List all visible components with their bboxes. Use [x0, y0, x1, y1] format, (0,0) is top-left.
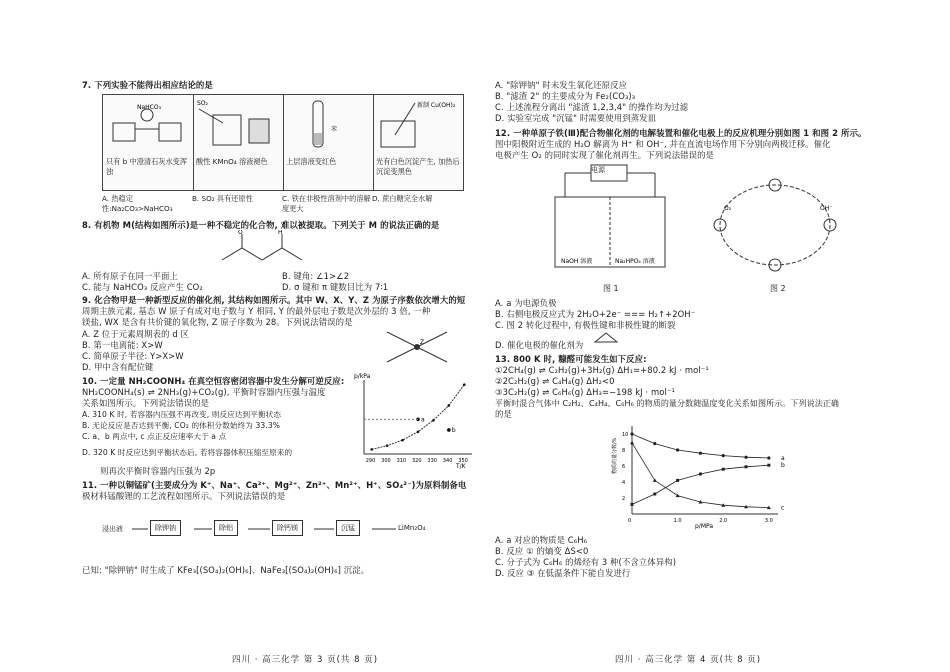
- q11-flowchart: [102, 510, 462, 552]
- q7-cell-c: [283, 95, 374, 190]
- series-point-a: [653, 442, 656, 445]
- beaker-icon: [373, 95, 463, 155]
- svg-text:Na₂HPO₄ 溶液: Na₂HPO₄ 溶液: [615, 258, 655, 265]
- series-point-b: [653, 493, 656, 496]
- q12-stem-3: 电极产生 O₂ 的同时实现了催化剂再生。下列说法错误的是: [495, 150, 715, 160]
- y-tick-label: 8: [622, 448, 626, 454]
- curve-point: [386, 444, 389, 447]
- chart1-title: p/kPa: [354, 373, 371, 380]
- q12-catalytic-cycle-icon: [690, 170, 860, 280]
- q7-a-caption: 只有 b 中澄清石灰水变浑浊: [106, 157, 188, 176]
- q10-stem-2: NH₂COONH₄(s) ⇌ 2NH₃(g)+CO₂(g), 平衡时容器内压强与温度: [82, 387, 326, 397]
- series-point-c: [630, 441, 634, 445]
- q13-reaction-1: ①2CH₄(g) ⇌ C₂H₂(g)+3H₂(g) ΔH₁=+80.2 kJ · mol⁻¹: [495, 365, 709, 375]
- svg-text:O₂: O₂: [724, 205, 732, 212]
- svg-text:新制 Cu(OH)₂: 新制 Cu(OH)₂: [417, 102, 456, 109]
- series-label-b: b: [781, 462, 785, 470]
- q7-d-caption: 光有白色沉淀产生, 加热后沉淀变黑色: [376, 157, 460, 176]
- curve-point: [370, 448, 373, 451]
- q13-reaction-3: ③3C₂H₂(g) ⇌ C₆H₆(g) ΔH₃=−198 kJ · mol⁻¹: [495, 387, 675, 397]
- x-tick-label: 2.0: [719, 518, 728, 524]
- q13-mole-fraction-chart: [610, 420, 800, 530]
- point-label-a: a: [421, 416, 425, 424]
- series-line-b: [632, 465, 769, 504]
- q7-cell-a: [103, 95, 194, 190]
- flow-step-4: 沉锰: [336, 520, 360, 536]
- q13-stem-2: 平衡时混合气体中 C₂H₂、C₄H₄、C₆H₆ 的物质的量分数随温度变化关系如图所示。下列说法正确: [495, 399, 840, 408]
- series-point-a: [630, 432, 633, 435]
- q7-c-caption: 上层溶液变红色: [286, 157, 337, 166]
- q10-option-b: B. 无论反应是否达到平衡, CO₂ 的体积分数始终为 33.3%: [82, 421, 281, 430]
- series-point-b: [767, 464, 770, 467]
- svg-text:OH⁻: OH⁻: [820, 205, 833, 212]
- y-tick-label: 4: [622, 480, 626, 486]
- footer-page-3: 四川 · 高三化学 第 3 页(共 8 页): [232, 655, 379, 665]
- q13-option-b: B. 反应 ① 的熵变 ΔS<0: [495, 546, 589, 556]
- q7-option-b: B. SO₂ 具有还原性: [192, 194, 253, 203]
- q11-option-d: D. 实验室完成 "沉锰" 时需要使用到蒸发皿: [495, 113, 657, 123]
- chart2-xlabel: p/MPa: [695, 523, 714, 530]
- q7-b-caption: 酸性 KMnO₄ 溶液褪色: [196, 157, 268, 166]
- x-tick-label: 300: [381, 458, 391, 464]
- q9-stem-3: 镁盐, WX 是含有共价键的氧化物, Z 原子序数为 28。下列说法错误的是: [82, 317, 353, 327]
- q9-structure-icon: [372, 322, 462, 372]
- svg-text:SO₂: SO₂: [197, 100, 208, 107]
- x-tick-label: 340: [442, 458, 453, 464]
- q9-option-b: B. 第一电离能: X>W: [82, 340, 163, 350]
- q11-stem-2: 极材料锰酸锂的工艺流程如图所示。下列说法错误的是: [82, 491, 286, 501]
- q10-option-a: A. 310 K 时, 若容器内压强不再改变, 则反应达到平衡状态: [82, 410, 282, 419]
- x-tick-label: 3.0: [764, 518, 773, 524]
- q11-option-c: C. 上述流程分离出 "滤渣 1,2,3,4" 的操作均为过滤: [495, 102, 689, 112]
- x-tick-label: 290: [365, 458, 376, 464]
- q8-option-c: C. 能与 NaHCO₃ 反应产生 CO₂: [82, 282, 203, 292]
- y-tick-label: 2: [622, 496, 626, 502]
- q7-stem: 7. 下列实验不能得出相应结论的是: [82, 80, 213, 90]
- q13-stem-3: 的是: [495, 409, 512, 419]
- curve-point: [432, 419, 435, 422]
- q7-option-a: A. 热稳定性:Na₂CO₃>NaHCO₃: [102, 194, 173, 213]
- curve-point: [448, 404, 451, 407]
- left-column: [82, 70, 482, 665]
- q12-option-b: B. 右侧电极反应式为 2H₂O+2e⁻ === H₂↑+2OH⁻: [495, 309, 696, 319]
- x-tick-label: 330: [427, 458, 437, 464]
- x-tick-label: 1.0: [673, 518, 682, 524]
- q12-option-d: D. 催化电极的催化剂为: [495, 340, 584, 350]
- x-tick-label: 320: [412, 458, 422, 464]
- q10-pressure-chart: [350, 370, 476, 470]
- q10-option-d: D. 320 K 时反应达到平衡状态后, 若将容器体积压缩至原来的: [82, 448, 293, 457]
- q9-stem-2: 周期主族元素, 基态 W 原子有成对电子数与 Y 相同, Y 的最外层电子数是次外层的 3 倍, 一种: [82, 306, 431, 316]
- series-point-b: [745, 465, 748, 468]
- q13-reaction-2: ②2C₂H₂(g) ⇌ C₄H₄(g) ΔH₂<0: [495, 376, 615, 386]
- series-point-a: [767, 456, 770, 459]
- svg-text:H: H: [278, 230, 283, 236]
- q7-cell-b: [193, 95, 284, 190]
- q7-cell-d: [373, 95, 463, 190]
- q10-stem-1: 10. 一定量 NH₂COONH₄ 在真空恒容密闭容器中发生分解可逆反应:: [82, 376, 345, 386]
- series-point-b: [676, 479, 679, 482]
- q11-option-a: A. "除钾钠" 时未发生氧化还原反应: [495, 80, 628, 90]
- series-point-a: [699, 452, 702, 455]
- q10-stem-3: 关系如图所示。下列说法错误的是: [82, 398, 210, 408]
- test-tube-icon: [283, 95, 373, 155]
- q11-option-b: B. "滤渣 2" 的主要成分为 Fe₂(CO₃)₃: [495, 91, 636, 101]
- flow-arrows-icon: [102, 510, 462, 552]
- curve-point: [401, 439, 404, 442]
- q12-option-a: A. a 为电源负极: [495, 298, 557, 308]
- q7-option-c: C. 铁在非极性溶剂中的溶解度更大: [282, 194, 371, 213]
- x-tick-label: 350: [458, 458, 468, 464]
- equilibrium-curve: [372, 385, 465, 450]
- series-point-a: [722, 454, 725, 457]
- q8-option-d: D. σ 键和 π 键数目比为 7∶1: [282, 282, 389, 292]
- flow-step-3: 除钙镁: [272, 520, 303, 536]
- fig1-caption: 图 1: [603, 284, 619, 293]
- series-point-b: [631, 503, 634, 506]
- series-point-b: [699, 473, 702, 476]
- q10-option-c: C. a、b 两点中, c 点正反应速率大于 a 点: [82, 432, 227, 441]
- q9-stem-1: 9. 化合物甲是一种新型反应的催化剂, 其结构如图所示。其中 W、X、Y、Z 为原子序数依次增大的短: [82, 295, 466, 305]
- svg-text:Z: Z: [420, 339, 425, 346]
- series-label-c: c: [781, 504, 785, 512]
- flow-step-0: 浸出液: [102, 525, 123, 533]
- q13-stem: 13. 800 K 时, 糠醛可能发生如下反应:: [495, 354, 647, 364]
- curve-point: [463, 383, 466, 386]
- y-tick-label: 6: [622, 464, 626, 470]
- series-point-a: [676, 448, 679, 451]
- footer-page-4: 四川 · 高三化学 第 4 页(共 8 页): [615, 655, 762, 665]
- chart1-xlabel: T/K: [456, 463, 466, 470]
- q9-option-d: D. 甲中含有配位键: [82, 362, 154, 372]
- q7-figure-table: [102, 94, 464, 191]
- svg-text:NaOH 溶液: NaOH 溶液: [561, 258, 593, 265]
- chart2-ylabel: 物质的量分数/%: [612, 437, 618, 474]
- power-supply-label: 电源: [591, 166, 605, 174]
- q12-stem-2: 图中阳极附近生成的 H₂O 解离为 H⁺ 和 OH⁻, 并在直流电场作用下分别向两极迁移。催化: [495, 139, 831, 149]
- q11-stem-1: 11. 一种以铜锰矿(主要成分为 K⁺、Na⁺、Ca²⁺、Mg²⁺、Zn²⁺、Mn²⁺、H⁺、SO₄²⁻)为原料制备电: [82, 480, 467, 490]
- q11-note: 已知: "除钾钠" 时生成了 KFe₃[(SO₄)₂(OH)₆]、NaFe₃[(SO₄)₂(OH)₆] 沉淀。: [82, 565, 370, 575]
- q9-option-a: A. Z 位于元素周期表的 d 区: [82, 329, 190, 339]
- gas-bottle-icon: [193, 95, 283, 155]
- series-point-c: [653, 478, 657, 482]
- x-tick-label: 0: [628, 518, 632, 524]
- flow-step-5: LiMn₂O₄: [398, 524, 426, 532]
- series-point-a: [744, 456, 747, 459]
- series-point-b: [722, 468, 725, 471]
- q10-option-d-cont: 则再次平衡时容器内压强为 2p: [100, 466, 216, 476]
- flow-step-1: 除钾钠: [150, 520, 181, 536]
- flow-step-2: 除铝: [214, 520, 238, 536]
- flask-apparatus-icon: [103, 95, 193, 155]
- q9-option-c: C. 简单原子半径: Y>X>W: [82, 351, 184, 361]
- q13-option-a: A. a 对应的物质是 C₆H₆: [495, 535, 588, 545]
- q8-option-b: B. 键角: ∠1>∠2: [282, 271, 350, 281]
- q13-option-c: C. 分子式为 C₆H₆ 的烯烃有 3 种(不含立体异构): [495, 557, 677, 567]
- point-label-b: b: [451, 426, 456, 434]
- q8-stem: 8. 有机物 M(结构如图所示)是一种不稳定的化合物, 难以被提取。下列关于 M 的说法正确的是: [82, 220, 440, 230]
- series-label-a: a: [781, 455, 785, 462]
- q8-option-a: A. 所有原子在同一平面上: [82, 271, 178, 281]
- right-column: [495, 70, 905, 665]
- q12-electrolysis-cell-icon: [545, 163, 675, 283]
- q12-option-c: C. 图 2 转化过程中, 有极性键和非极性键的断裂: [495, 320, 676, 330]
- point-b: [447, 428, 451, 432]
- q12-stem-1: 12. 一种单原子铁(Ⅲ)配合物催化剂的电解装置和催化电极上的反应机理分别如图 1 和图 2 所示。: [495, 128, 867, 138]
- svg-text:苯: 苯: [331, 126, 338, 133]
- series-point-c: [676, 494, 680, 498]
- catalyst-structure-icon: [591, 330, 621, 346]
- svg-text:NaHCO₃: NaHCO₃: [137, 104, 161, 111]
- fig2-caption: 图 2: [770, 284, 786, 293]
- x-tick-label: 310: [396, 458, 407, 464]
- q13-option-d: D. 反应 ③ 在低温条件下能自发进行: [495, 568, 631, 578]
- q8-structure-icon: [212, 230, 332, 270]
- q7-option-d: D. 蔗白糖完全水解: [372, 194, 433, 203]
- y-tick-label: 10: [622, 432, 629, 438]
- svg-text:O: O: [238, 230, 243, 236]
- curve-point: [417, 431, 420, 434]
